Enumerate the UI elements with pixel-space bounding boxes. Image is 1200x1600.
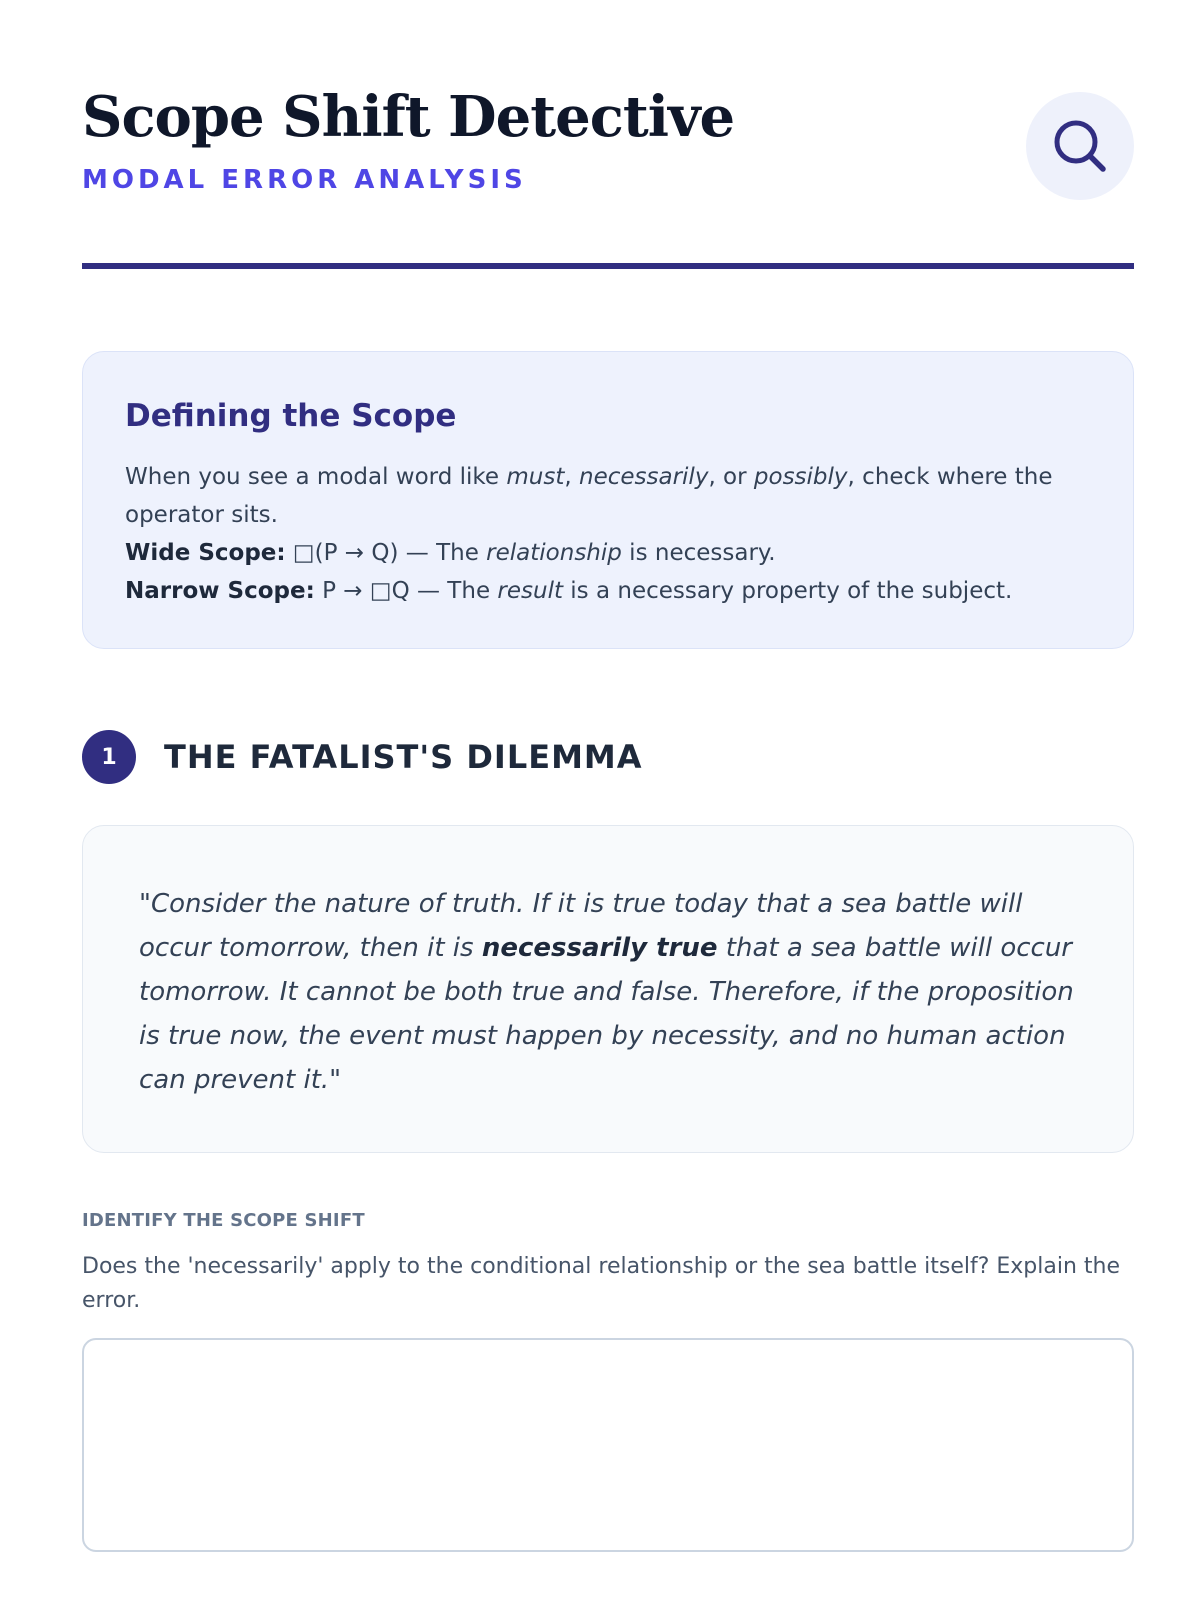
step-number-badge: 1 bbox=[82, 730, 136, 784]
header-divider bbox=[82, 263, 1134, 269]
narrow-scope-line: Narrow Scope: P → □Q — The result is a necessary property of the subject. bbox=[125, 578, 1013, 604]
prompt-label: IDENTIFY THE SCOPE SHIFT bbox=[82, 1210, 365, 1231]
search-icon bbox=[1050, 116, 1110, 176]
quote-text: "Consider the nature of truth. If it is true today that a sea battle will occur tomorrow, then it is necessarily true that a sea battle will occur tomorrow. It cannot be both true and false. Therefore, if the proposition is true now, the event must happen by necessity, and no human action can prevent it." bbox=[139, 889, 1074, 1095]
definition-body bbox=[125, 458, 1093, 610]
definition-intro: When you see a modal word like must, necessarily, or possibly, check where the operator sits. bbox=[125, 464, 1053, 528]
wide-scope-line: Wide Scope: □(P → Q) — The relationship is necessary. bbox=[125, 540, 776, 566]
narrow-scope-label: Narrow Scope: bbox=[125, 578, 315, 604]
section-title: THE FATALIST'S DILEMMA bbox=[164, 738, 643, 776]
search-button[interactable] bbox=[1026, 92, 1134, 200]
page-title: Scope Shift Detective bbox=[82, 84, 735, 150]
quote-card bbox=[82, 825, 1134, 1153]
section-heading bbox=[82, 730, 643, 784]
page-subtitle: MODAL ERROR ANALYSIS bbox=[82, 165, 527, 195]
prompt-question: Does the 'necessarily' apply to the conditional relationship or the sea battle itself? Explain the error. bbox=[82, 1254, 1121, 1313]
definition-card bbox=[82, 351, 1134, 649]
wide-scope-label: Wide Scope: bbox=[125, 540, 286, 566]
definition-title: Defining the Scope bbox=[125, 398, 457, 434]
answer-textarea[interactable] bbox=[82, 1338, 1134, 1552]
quote-emphasis: necessarily true bbox=[481, 933, 718, 963]
page-header bbox=[82, 84, 1134, 195]
